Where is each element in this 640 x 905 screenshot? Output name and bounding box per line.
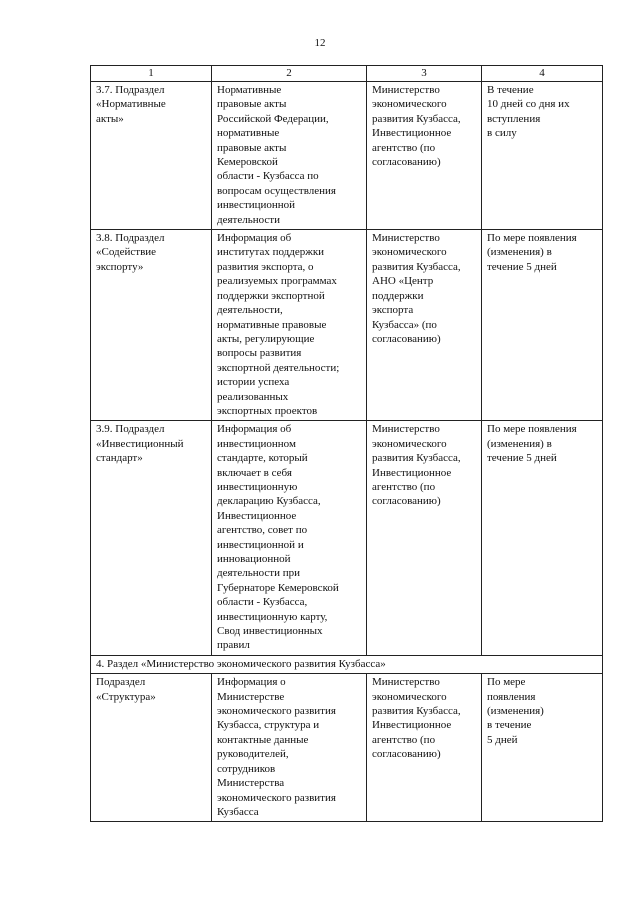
content-cell xyxy=(212,82,367,230)
text-line: экспортных проектов xyxy=(217,404,318,417)
text-line: стандарте, который xyxy=(217,452,308,465)
text-line: стандарт» xyxy=(96,452,143,465)
text-line: Министерстве xyxy=(217,690,285,703)
text-line: реализуемых программах xyxy=(217,275,337,288)
text-line: Кемеровской xyxy=(217,156,278,169)
text-line: инвестиционном xyxy=(217,437,296,450)
text-line: 10 дней со дня их xyxy=(487,98,570,111)
table-row xyxy=(91,230,603,421)
text-line: согласованию) xyxy=(372,332,441,345)
text-line: развития Кузбасса, xyxy=(372,112,461,125)
text-line: развития Кузбасса, xyxy=(372,452,461,465)
text-line: Кузбасса xyxy=(217,805,259,818)
text-line: деятельности при xyxy=(217,567,300,580)
column-number-2: 2 xyxy=(212,66,367,82)
text-line: инвестиционную карту, xyxy=(217,610,328,623)
text-line: агентство (по xyxy=(372,141,436,154)
text-line: экономического xyxy=(372,246,447,259)
text-line: появления xyxy=(487,690,536,703)
responsible-cell xyxy=(367,674,482,822)
text-line: Информация об xyxy=(217,232,292,245)
text-line: Нормативные xyxy=(217,84,282,96)
text-line: правил xyxy=(217,639,250,652)
text-line: Инвестиционное xyxy=(217,509,297,522)
text-line: Российской Федерации, xyxy=(217,112,329,125)
text-line: 3.9. Подраздел xyxy=(96,423,165,436)
text-line: инвестиционную xyxy=(217,480,298,493)
text-line: экономического xyxy=(372,437,447,450)
text-line: деятельности, xyxy=(217,304,283,317)
text-line: Министерство xyxy=(372,232,440,245)
text-line: По мере появления xyxy=(487,232,577,245)
column-number-4: 4 xyxy=(482,66,603,82)
text-line: согласованию) xyxy=(372,156,441,169)
deadline-cell xyxy=(482,421,603,656)
subsection-cell xyxy=(91,82,212,230)
text-line: руководителей, xyxy=(217,748,289,761)
text-line: «Нормативные xyxy=(96,98,166,111)
text-line: контактные данные xyxy=(217,733,309,746)
text-line: вопросы развития xyxy=(217,347,302,360)
content-cell xyxy=(212,421,367,656)
column-number-1: 1 xyxy=(91,66,212,82)
text-line: По мере xyxy=(487,676,526,689)
subsection-cell xyxy=(91,674,212,822)
responsible-cell xyxy=(367,82,482,230)
text-line: экспорта xyxy=(372,304,414,317)
table-row xyxy=(91,82,603,230)
text-line: Информация об xyxy=(217,423,292,436)
text-line: экспортной деятельности; xyxy=(217,361,340,374)
text-line: экономического развития xyxy=(217,705,336,718)
text-line: Свод инвестиционных xyxy=(217,625,323,638)
text-line: вопросам осуществления xyxy=(217,184,336,197)
text-line: агентство (по xyxy=(372,733,436,746)
document-table xyxy=(90,65,603,822)
text-line: экспорту» xyxy=(96,260,144,273)
text-line: согласованию) xyxy=(372,495,441,508)
text-line: деятельности xyxy=(217,213,280,226)
text-line: «Инвестиционный xyxy=(96,437,184,450)
text-line: 5 дней xyxy=(487,733,518,746)
responsible-cell xyxy=(367,421,482,656)
text-line: области - Кузбасса, xyxy=(217,596,308,609)
text-line: По мере появления xyxy=(487,423,577,436)
text-line: агентство, совет по xyxy=(217,524,308,537)
text-line: АНО «Центр xyxy=(372,275,434,288)
text-line: согласованию) xyxy=(372,748,441,761)
deadline-cell xyxy=(482,82,603,230)
text-line: правовые акты xyxy=(217,141,287,154)
text-line: области - Кузбасса по xyxy=(217,170,319,183)
text-line: 3.8. Подраздел xyxy=(96,232,165,245)
text-line: Инвестиционное xyxy=(372,719,452,732)
text-line: вступления xyxy=(487,112,541,125)
table-row xyxy=(91,674,603,822)
section-title: 4. Раздел «Министерство экономического развития Кузбасса» xyxy=(91,655,603,673)
text-line: инвестиционной xyxy=(217,199,296,212)
text-line: течение 5 дней xyxy=(487,452,557,465)
subsection-cell xyxy=(91,230,212,421)
text-line: инновационной xyxy=(217,553,291,565)
content-cell xyxy=(212,230,367,421)
text-line: сотрудников xyxy=(217,762,276,775)
section-row xyxy=(91,655,603,673)
text-line: экономического xyxy=(372,98,447,111)
text-line: поддержки экспортной xyxy=(217,289,325,302)
column-number-3: 3 xyxy=(367,66,482,82)
text-line: Кузбасса, структура и xyxy=(217,719,320,732)
text-line: акты» xyxy=(96,112,124,125)
text-line: Губернаторе Кемеровской xyxy=(217,581,339,594)
page-number: 12 xyxy=(314,37,326,49)
deadline-cell xyxy=(482,674,603,822)
text-line: Инвестиционное xyxy=(372,466,452,479)
text-line: Информация о xyxy=(217,676,286,689)
text-line: поддержки xyxy=(372,289,424,302)
text-line: в силу xyxy=(487,127,517,140)
text-line: агентство (по xyxy=(372,480,436,493)
text-line: В течение xyxy=(487,84,534,96)
text-line: Министерство xyxy=(372,423,440,436)
text-line: 3.7. Подраздел xyxy=(96,84,165,96)
deadline-cell xyxy=(482,230,603,421)
text-line: нормативные правовые xyxy=(217,318,327,331)
text-line: институтах поддержки xyxy=(217,246,325,259)
table-header-row xyxy=(91,66,603,82)
subsection-cell xyxy=(91,421,212,656)
text-line: декларацию Кузбасса, xyxy=(217,495,321,508)
text-line: нормативные xyxy=(217,127,280,140)
text-line: истории успеха xyxy=(217,376,290,389)
text-line: Министерство xyxy=(372,676,440,689)
text-line: Кузбасса» (по xyxy=(372,318,437,331)
text-line: развития Кузбасса, xyxy=(372,705,461,718)
text-line: (изменения) в xyxy=(487,437,552,450)
text-line: (изменения) xyxy=(487,705,544,718)
text-line: включает в себя xyxy=(217,466,292,479)
text-line: в течение xyxy=(487,719,532,732)
table-row xyxy=(91,421,603,656)
text-line: инвестиционной и xyxy=(217,538,304,551)
text-line: правовые акты xyxy=(217,98,287,111)
text-line: развития Кузбасса, xyxy=(372,260,461,273)
text-line: (изменения) в xyxy=(487,246,552,259)
text-line: течение 5 дней xyxy=(487,260,557,273)
text-line: Инвестиционное xyxy=(372,127,452,140)
text-line: акты, регулирующие xyxy=(217,332,315,345)
content-cell xyxy=(212,674,367,822)
text-line: экономического xyxy=(372,690,447,703)
text-line: «Структура» xyxy=(96,690,156,703)
text-line: «Содействие xyxy=(96,246,157,259)
text-line: развития экспорта, о xyxy=(217,260,314,273)
text-line: реализованных xyxy=(217,390,289,403)
text-line: Министерство xyxy=(372,84,440,96)
responsible-cell xyxy=(367,230,482,421)
text-line: Подраздел xyxy=(96,676,146,689)
text-line: экономического развития xyxy=(217,791,336,804)
text-line: Министерства xyxy=(217,777,285,790)
